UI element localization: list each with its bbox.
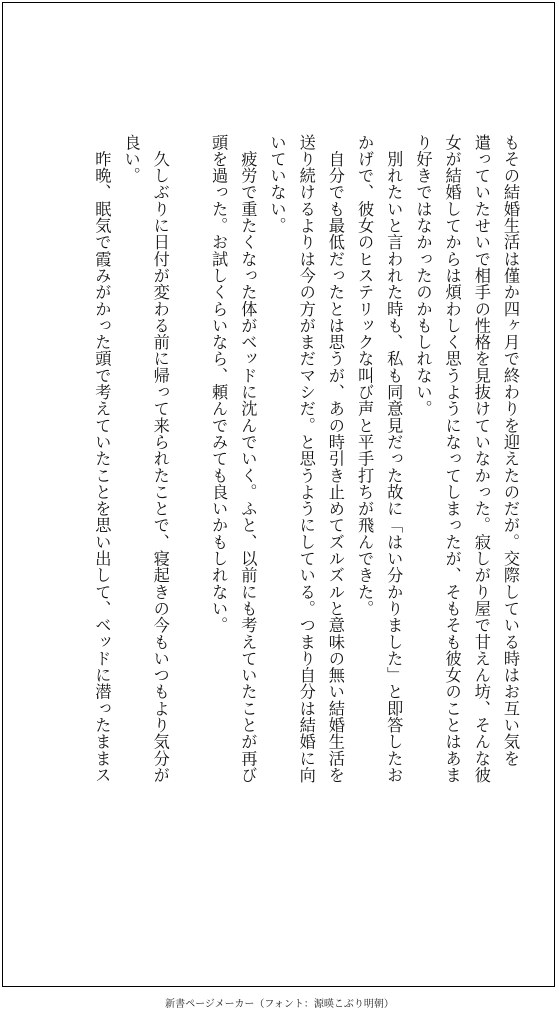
text-column: かげで、彼女のヒステリックな叫び声と平手打ちが飛んできた。 bbox=[355, 134, 375, 617]
text-column: 別れたいと言われた時も、私も同意見だった故に「はい分かりました」と即答したお bbox=[384, 134, 404, 784]
text-column: もその結婚生活は僅か四ヶ月で終わりを迎えたのだが。交際している時はお互い気を bbox=[501, 134, 520, 767]
text-column: 女が結婚してからは煩わしく思うようになってしまったが、そもそも彼女のことはあま bbox=[442, 134, 462, 784]
page-frame bbox=[2, 2, 555, 987]
vertical-text-block bbox=[80, 134, 518, 834]
text-column: 疲労で重たくなった体がベッドに沈んでいく。ふと、以前にも考えていたことが再び bbox=[238, 134, 258, 784]
text-column: 昨晩、眠気で霞みがかった頭で考えていたことを思い出して、ベッドに潜ったままス bbox=[92, 134, 112, 784]
text-column: り好きではなかったのかもしれない。 bbox=[413, 134, 433, 418]
text-column: 久しぶりに日付が変わる前に帰って来られたことで、寝起きの今もいつもより気分が bbox=[150, 134, 170, 784]
text-column: 遣っていたせいで相手の性格を見抜けていなかった。寂しがり屋で甘えん坊、そんな彼 bbox=[471, 134, 491, 784]
text-column: 送り続けるよりは今の方がまだマシだ。と思うようにしている。つまり自分は結婚に向 bbox=[296, 134, 316, 784]
blank-line bbox=[168, 134, 197, 834]
text-column: 頭を過った。お試しくらいなら、頼んでみても良いかもしれない。 bbox=[209, 134, 229, 634]
text-column: 自分でも最低だったとは思うが、あの時引き止めてズルズルと意味の無い結婚生活を bbox=[325, 134, 345, 784]
text-column: 良い。 bbox=[121, 134, 141, 184]
text-column: いていない。 bbox=[267, 134, 287, 234]
footer-caption: 新書ページメーカー（フォント：源暎こぶり明朝） bbox=[165, 999, 394, 1010]
